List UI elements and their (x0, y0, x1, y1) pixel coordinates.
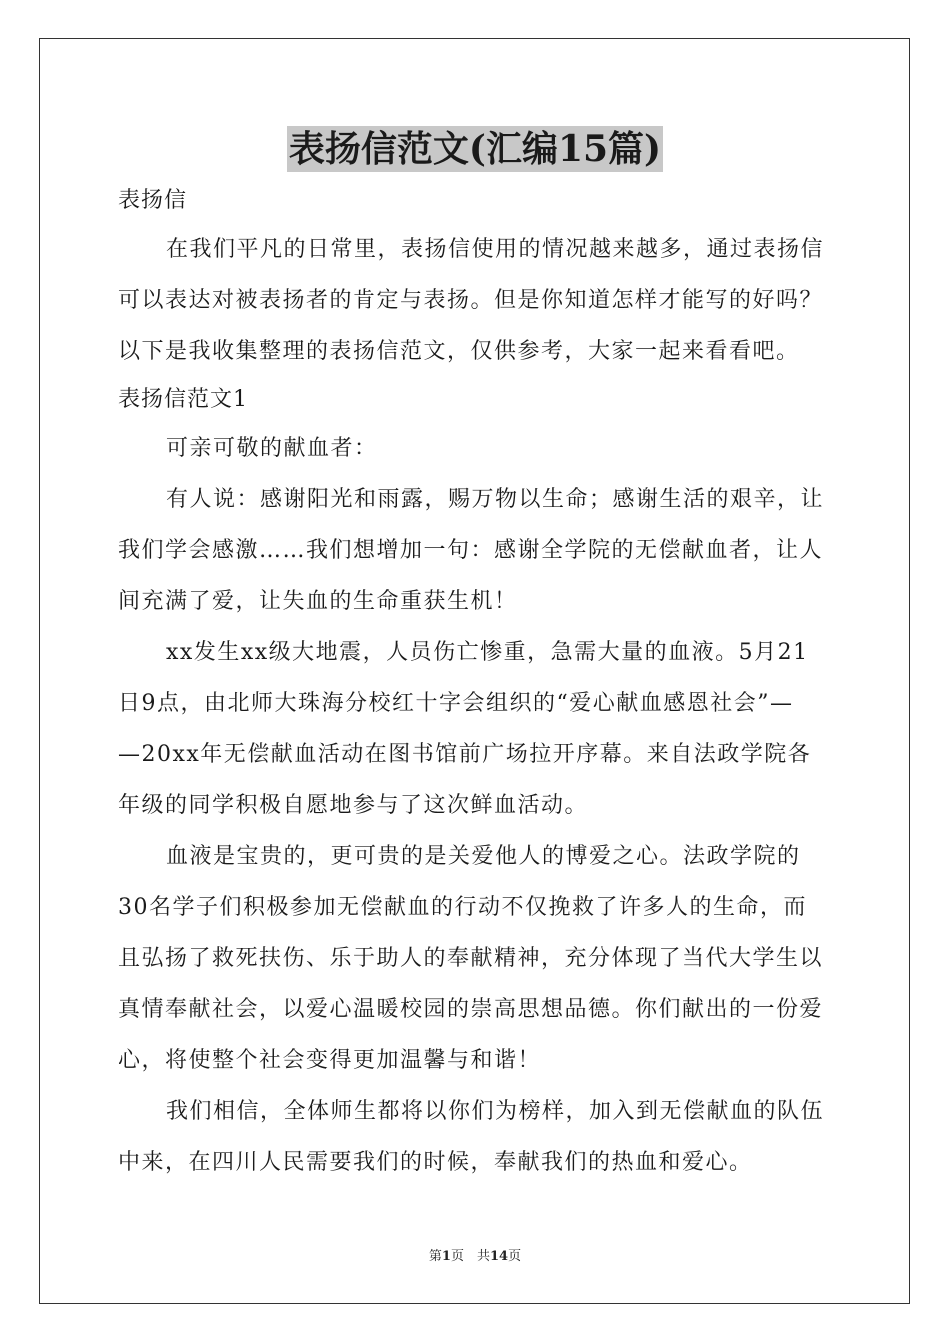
text-line: 日9点，由北师大珠海分校红十字会组织的“爱心献血感恩社会”— (118, 691, 794, 716)
text-line: 心，将使整个社会变得更加温馨与和谐！ (118, 1048, 542, 1073)
salutation: 可亲可敬的献血者： (166, 436, 378, 461)
document-title: 表扬信范文(汇编15篇) (288, 128, 662, 170)
page-mid: 页 共 (450, 1249, 490, 1264)
intro-heading: 表扬信 (118, 188, 188, 213)
page-prefix: 第 (428, 1249, 442, 1264)
text-line: 在我们平凡的日常里，表扬信使用的情况越来越多，通过表扬信 (166, 237, 825, 262)
text-line: 可以表达对被表扬者的肯定与表扬。但是你知道怎样才能写的好吗？ (118, 288, 824, 313)
text-line: —20xx年无偿献血活动在图书馆前广场拉开序幕。来自法政学院各 (118, 742, 812, 767)
title-container (0, 126, 950, 172)
text-line: 年级的同学积极自愿地参与了这次鲜血活动。 (118, 793, 589, 818)
document-body (118, 178, 834, 1188)
text-line: 且弘扬了救死扶伤、乐于助人的奉献精神，充分体现了当代大学生以 (118, 946, 824, 971)
paragraph-1 (118, 474, 834, 627)
text-line: 我们学会感激……我们想增加一句：感谢全学院的无偿献血者，让人 (118, 538, 824, 563)
text-line: 血液是宝贵的，更可贵的是关爱他人的博爱之心。法政学院的 (166, 844, 801, 869)
section-heading: 表扬信范文1 (118, 387, 248, 412)
page-footer (0, 1245, 950, 1264)
paragraph-3 (118, 831, 834, 1086)
text-line: 有人说：感谢阳光和雨露，赐万物以生命；感谢生活的艰辛，让 (166, 487, 825, 512)
page-total: 14 (489, 1249, 509, 1264)
text-line: 间充满了爱，让失血的生命重获生机！ (118, 589, 518, 614)
paragraph-2 (118, 627, 834, 831)
paragraph-4 (118, 1086, 834, 1188)
text-line: 中来，在四川人民需要我们的时候，奉献我们的热血和爱心。 (118, 1150, 753, 1175)
intro-paragraph (118, 224, 834, 377)
page-current: 1 (441, 1249, 451, 1264)
text-line: xx发生xx级大地震，人员伤亡惨重，急需大量的血液。5月21 (166, 640, 809, 665)
text-line: 以下是我收集整理的表扬信范文，仅供参考，大家一起来看看吧。 (118, 339, 800, 364)
text-line: 30名学子们积极参加无偿献血的行动不仅挽救了许多人的生命，而 (118, 895, 807, 920)
text-line: 真情奉献社会，以爱心温暖校园的崇高思想品德。你们献出的一份爱 (118, 997, 824, 1022)
page-suffix: 页 (508, 1249, 522, 1264)
text-line: 我们相信，全体师生都将以你们为榜样，加入到无偿献血的队伍 (166, 1099, 825, 1124)
